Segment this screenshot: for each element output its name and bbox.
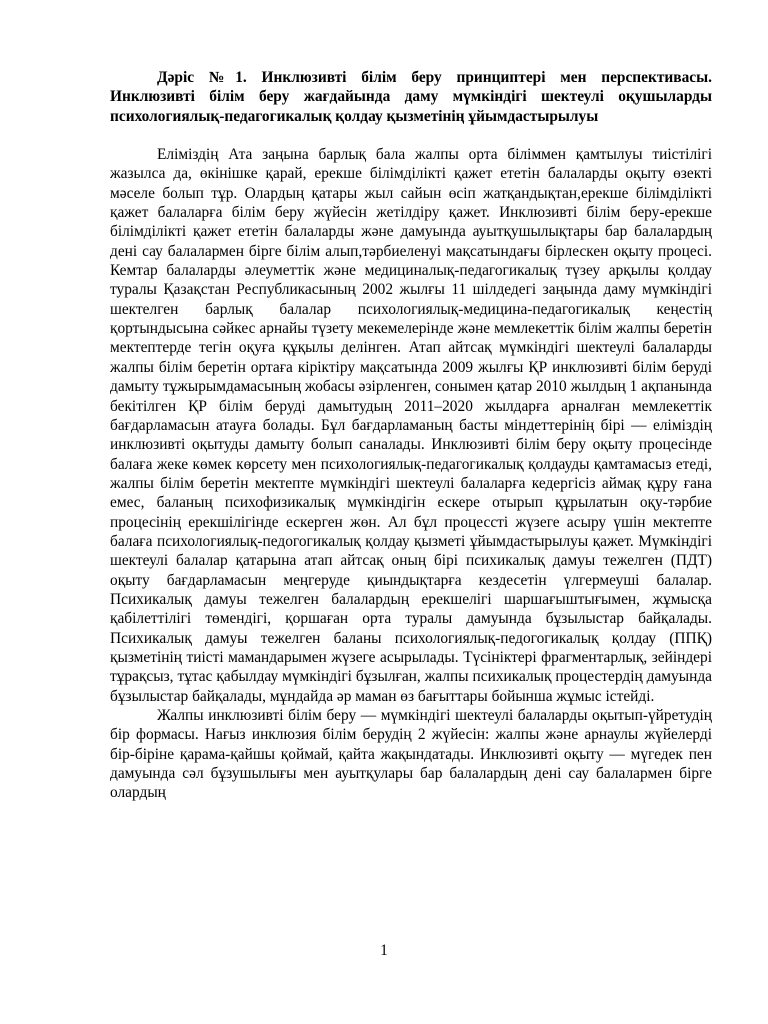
lecture-title: Дәріс №1. Инклюзивті білім беру принциптері мен перспективасы. Инклюзивті білім беру жағдайында даму мүмкіндігі шектеулі оқушыларды психологиялық-педагогикалық қолдау қызметінің ұйымдастырылуы [110, 69, 712, 125]
title-spacer [110, 126, 712, 145]
page-number: 1 [380, 942, 388, 959]
paragraph-1: Еліміздің Ата заңына барлық бала жалпы орта біліммен қамтылуы тиістілігі жазылса да, өкінішке қарай, ерекше білімділікті қажет ететін балаларды оқыту өзекті мәселе болып тұр. Олардың қатары жыл сайын өсіп жатқандықтан,ерекше білімділікті қажет балаларға білім беру жүйесін жетілдіру қажет. Инклюзивті білім беру-ерекше білімділікті қажет ететін балаларды және дамуында ауытқушылықтары бар балалардың дені сау балалармен бірге білім алып,тәрбиеленуі мақсатындағы бірлескен оқыту процесі. Кемтар балаларды әлеуметтік және медициналық-педагогикалық түзеу арқылы қолдау туралы Қазақстан Республикасының 2002 жылғы 11 шілдедегі заңында даму мүмкіндігі шектелген барлық балалар психологиялық-медицина-педагогикалық кеңестің қортындысына сәйкес арнайы түзету мекемелерінде және мемлекеттік білім жалпы беретін мектептерде тегін оқуға құқылы делінген. Атап айтсақ мүмкіндігі шектеулі балаларды жалпы білім беретін ортаға кіріктіру мақсатында 2009 жылғы ҚР инклюзивті білім беруді дамыту тұжырымдамасының жобасы әзірленген, сонымен қатар 2010 жылдың 1 ақпанында бекітілген ҚР білім беруді дамытудың 2011–2020 жылдарға арналған мемлекеттік бағдарламасын атауға болады. Бұл бағдарламаның басты міндеттерінің бірі — еліміздің инклюзивті оқытуды дамыту болып саналады. Инклюзивті білім беру оқыту процесінде балаға жеке көмек көрсету мен психологиялық-педагогикалық қолдауды қамтамасыз етеді, жалпы білім беретін мектепте мүмкіндігі шектеулі балаларға кедергісіз аймақ құру ғана емес, баланың психофизикалық мүмкіндігін ескере отырып құрылатын оқу-тәрбие процесінің ерекшілігінде ескерген жөн. Ал бұл процессті жүзеге асыру үшін мектепте балаға психологиялық-педогогикалық қолдау қызметі ұйымдастырылуы қажет. Мүмкіндігі шектеулі балалар қатарына атап айтсақ оның бірі психикалық дамуы тежелген (ПДТ) оқыту бағдарламасын меңгеруде қиындықтарға кездесетін үлгермеуші балалар. Психикалық дамуы тежелген балалардың ерекшелігі шаршағыштығымен, жұмысқа қабілеттілігі төмендігі, қоршаған орта туралы дамуында бұзылыстар байқалады. Психикалық дамуы тежелген баланы психологиялық-педогогикалық қолдау (ППҚ) қызметінің тиісті мамандарымен жүзеге асырылады. Түсініктері фрагментарлық, зейіндері тұрақсыз, тұтас қабылдау мүмкіндігі бұзылған, жалпы психикалық процестердің дамуында бұзылыстар байқалады, мұндайда әр маман өз бағыттары бойынша жұмыс істейді. [110, 146, 712, 705]
document-body [110, 68, 712, 803]
paragraph-2: Жалпы инклюзивті білім беру — мүмкіндігі шектеулі балаларды оқытып-үйретудің бір формасы. Нағыз инклюзия білім берудің 2 жүйесін: жалпы және арнаулы жүйелерді бір-біріне қарама-қайшы қоймай, қайта жақындатады. Инклюзивті оқыту — мүгедек пен дамуында сәл бұзушылығы мен ауытқулары бар балалардың дені сау балалармен бірге олардың [110, 707, 712, 802]
